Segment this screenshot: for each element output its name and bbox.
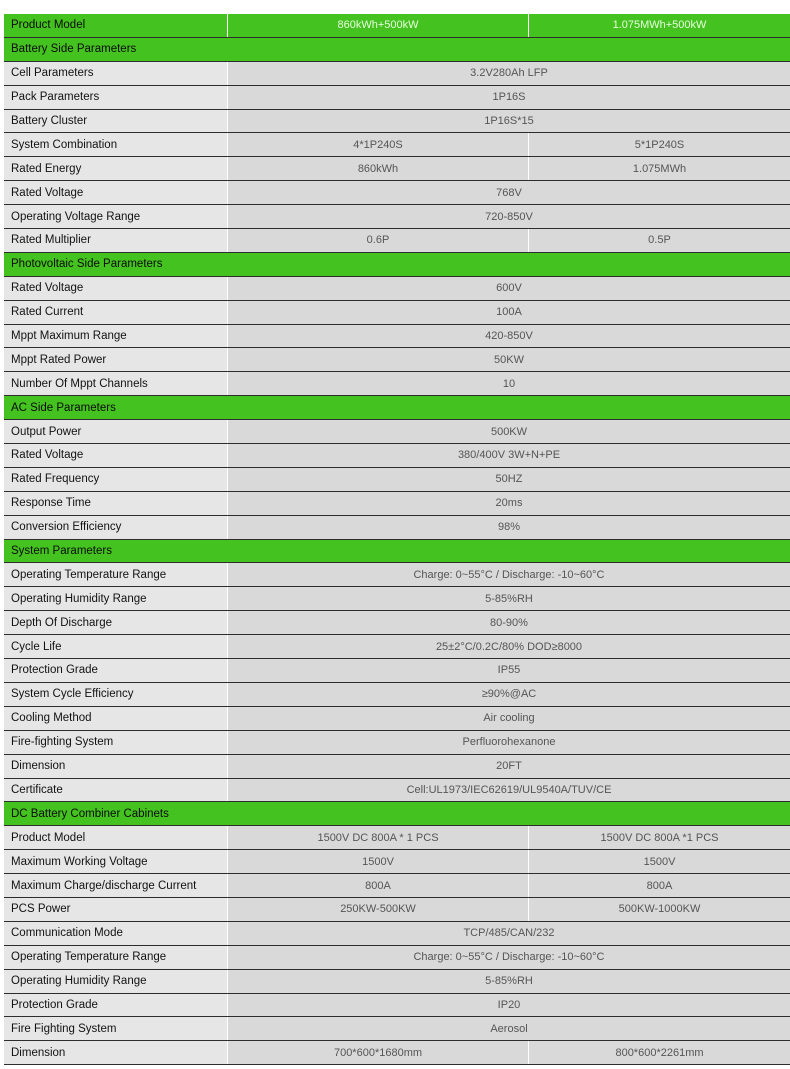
- table-row: [4, 277, 790, 301]
- parameter-values: [227, 659, 790, 682]
- parameter-values: [227, 994, 790, 1017]
- section-title: DC Battery Combiner Cabinets: [11, 807, 169, 820]
- parameter-values: [227, 611, 790, 634]
- parameter-values: [227, 1017, 790, 1040]
- parameter-value: Charge: 0~55°C / Discharge: -10~60°C: [227, 563, 790, 586]
- section-title: Battery Side Parameters: [11, 43, 137, 56]
- parameter-value: 10: [227, 372, 790, 395]
- table-row: [4, 683, 790, 707]
- parameter-label: Battery Cluster: [4, 110, 227, 133]
- table-row: [4, 133, 790, 157]
- parameter-value-model-b: 1.075MWh: [528, 157, 790, 180]
- parameter-values: [227, 181, 790, 204]
- parameter-value-model-b: 800*600*2261mm: [528, 1041, 790, 1064]
- parameter-label: Cell Parameters: [4, 62, 227, 85]
- header-label: Product Model: [11, 19, 86, 32]
- parameter-values: [227, 563, 790, 586]
- parameter-values: [227, 157, 790, 180]
- parameter-value-model-b: 0.5P: [528, 229, 790, 252]
- parameter-value: Charge: 0~55°C / Discharge: -10~60°C: [227, 946, 790, 969]
- parameter-label: Maximum Working Voltage: [4, 850, 227, 873]
- header-model-b: 1.075MWh+500kW: [528, 14, 790, 37]
- parameter-label: Certificate: [4, 779, 227, 802]
- parameter-values: [227, 516, 790, 539]
- parameter-label: Rated Voltage: [4, 444, 227, 467]
- parameter-values: [227, 779, 790, 802]
- parameter-values: [227, 301, 790, 324]
- table-row: [4, 157, 790, 181]
- parameter-label: Mppt Rated Power: [4, 348, 227, 371]
- parameter-label: System Combination: [4, 133, 227, 156]
- parameter-value-model-a: 860kWh: [227, 157, 528, 180]
- table-row: [4, 372, 790, 396]
- parameter-value-model-b: 1500V: [528, 850, 790, 873]
- parameter-values: [227, 492, 790, 515]
- parameter-label: Operating Voltage Range: [4, 205, 227, 228]
- parameter-value-model-b: 800A: [528, 874, 790, 897]
- table-row: [4, 110, 790, 134]
- parameter-values: [227, 62, 790, 85]
- table-row: [4, 301, 790, 325]
- parameter-label: Dimension: [4, 1041, 227, 1064]
- header-values: [227, 14, 790, 37]
- parameter-values: [227, 420, 790, 443]
- parameter-value: IP20: [227, 994, 790, 1017]
- parameter-label: Rated Frequency: [4, 468, 227, 491]
- parameter-values: [227, 86, 790, 109]
- parameter-value-model-a: 0.6P: [227, 229, 528, 252]
- section-title: AC Side Parameters: [11, 401, 116, 414]
- table-row: [4, 229, 790, 253]
- parameter-values: [227, 802, 790, 825]
- parameter-label: Cooling Method: [4, 707, 227, 730]
- parameter-value-model-a: 250KW-500KW: [227, 898, 528, 921]
- parameter-values: [227, 850, 790, 873]
- table-row: [4, 181, 790, 205]
- parameter-label: Response Time: [4, 492, 227, 515]
- parameter-label: Cycle Life: [4, 635, 227, 658]
- table-row: [4, 970, 790, 994]
- parameter-value: 5-85%RH: [227, 587, 790, 610]
- parameter-label: Rated Energy: [4, 157, 227, 180]
- parameter-value: 25±2°C/0.2C/80% DOD≥8000: [227, 635, 790, 658]
- section-title: Photovoltaic Side Parameters: [11, 258, 163, 271]
- table-row: [4, 707, 790, 731]
- table-row: [4, 826, 790, 850]
- parameter-value-model-a: 800A: [227, 874, 528, 897]
- parameter-value: Air cooling: [227, 707, 790, 730]
- parameter-values: [227, 635, 790, 658]
- table-row: [4, 492, 790, 516]
- parameter-label: Fire Fighting System: [4, 1017, 227, 1040]
- parameter-label: Operating Temperature Range: [4, 946, 227, 969]
- parameter-label: Dimension: [4, 755, 227, 778]
- parameter-label: Depth Of Discharge: [4, 611, 227, 634]
- parameter-values: [227, 372, 790, 395]
- parameter-values: [227, 468, 790, 491]
- parameter-value: 98%: [227, 516, 790, 539]
- parameter-label: Maximum Charge/discharge Current: [4, 874, 227, 897]
- parameter-value: 720-850V: [227, 205, 790, 228]
- table-row: [4, 755, 790, 779]
- table-row: [4, 850, 790, 874]
- parameter-value: 3.2V280Ah LFP: [227, 62, 790, 85]
- parameter-label: Protection Grade: [4, 994, 227, 1017]
- parameter-value: Aerosol: [227, 1017, 790, 1040]
- parameter-value: 380/400V 3W+N+PE: [227, 444, 790, 467]
- table-row: [4, 635, 790, 659]
- parameter-values: [227, 707, 790, 730]
- parameter-label: Rated Multiplier: [4, 229, 227, 252]
- parameter-values: [227, 110, 790, 133]
- table-row: [4, 420, 790, 444]
- parameter-value-model-a: 1500V: [227, 850, 528, 873]
- parameter-values: [227, 683, 790, 706]
- parameter-values: [227, 540, 790, 563]
- table-row: [4, 468, 790, 492]
- parameter-value: 50KW: [227, 348, 790, 371]
- section-title: System Parameters: [11, 545, 112, 558]
- parameter-value: 20ms: [227, 492, 790, 515]
- parameter-value: 80-90%: [227, 611, 790, 634]
- parameter-values: [227, 898, 790, 921]
- table-header-row: [4, 14, 790, 38]
- table-row: [4, 205, 790, 229]
- parameter-values: [227, 444, 790, 467]
- parameter-value: Perfluorohexanone: [227, 731, 790, 754]
- parameter-values: [227, 922, 790, 945]
- parameter-values: [227, 277, 790, 300]
- section-header-row: [4, 396, 790, 420]
- parameter-values: [227, 731, 790, 754]
- parameter-label: Mppt Maximum Range: [4, 325, 227, 348]
- parameter-values: [227, 946, 790, 969]
- section-header-row: [4, 802, 790, 826]
- parameter-label: Operating Humidity Range: [4, 970, 227, 993]
- parameter-value: ≥90%@AC: [227, 683, 790, 706]
- table-row: [4, 86, 790, 110]
- parameter-value: 5-85%RH: [227, 970, 790, 993]
- parameter-value: 1P16S: [227, 86, 790, 109]
- parameter-label: Operating Temperature Range: [4, 563, 227, 586]
- parameter-label: Output Power: [4, 420, 227, 443]
- table-row: [4, 779, 790, 803]
- parameter-value-model-a: 700*600*1680mm: [227, 1041, 528, 1064]
- parameter-value: 100A: [227, 301, 790, 324]
- parameter-values: [227, 587, 790, 610]
- table-row: [4, 611, 790, 635]
- parameter-label: Operating Humidity Range: [4, 587, 227, 610]
- table-row: [4, 348, 790, 372]
- parameter-value: 500KW: [227, 420, 790, 443]
- parameter-label: Rated Current: [4, 301, 227, 324]
- parameter-values: [227, 826, 790, 849]
- table-row: [4, 874, 790, 898]
- parameter-values: [227, 1041, 790, 1064]
- parameter-label: Protection Grade: [4, 659, 227, 682]
- table-row: [4, 994, 790, 1018]
- parameter-label: Rated Voltage: [4, 277, 227, 300]
- parameter-value: 20FT: [227, 755, 790, 778]
- parameter-value: 50HZ: [227, 468, 790, 491]
- parameter-value-model-b: 500KW-1000KW: [528, 898, 790, 921]
- parameter-label: Pack Parameters: [4, 86, 227, 109]
- parameter-value-model-b: 1500V DC 800A *1 PCS: [528, 826, 790, 849]
- parameter-values: [227, 253, 790, 276]
- parameter-values: [227, 205, 790, 228]
- parameter-label: Communication Mode: [4, 922, 227, 945]
- parameter-values: [227, 396, 790, 419]
- parameter-label: Rated Voltage: [4, 181, 227, 204]
- parameter-values: [227, 348, 790, 371]
- parameter-value: 600V: [227, 277, 790, 300]
- table-row: [4, 659, 790, 683]
- parameter-values: [227, 229, 790, 252]
- header-model-a: 860kWh+500kW: [227, 14, 528, 37]
- specification-table: [4, 14, 790, 1065]
- parameter-values: [227, 874, 790, 897]
- parameter-label: Number Of Mppt Channels: [4, 372, 227, 395]
- parameter-values: [227, 325, 790, 348]
- parameter-label: System Cycle Efficiency: [4, 683, 227, 706]
- section-header-row: [4, 38, 790, 62]
- table-row: [4, 62, 790, 86]
- table-row: [4, 516, 790, 540]
- parameter-value-model-b: 5*1P240S: [528, 133, 790, 156]
- parameter-label: PCS Power: [4, 898, 227, 921]
- table-row: [4, 444, 790, 468]
- parameter-value: Cell:UL1973/IEC62619/UL9540A/TUV/CE: [227, 779, 790, 802]
- table-row: [4, 946, 790, 970]
- table-row: [4, 731, 790, 755]
- section-header-row: [4, 540, 790, 564]
- table-row: [4, 1041, 790, 1065]
- parameter-label: Fire-fighting System: [4, 731, 227, 754]
- parameter-value-model-a: 4*1P240S: [227, 133, 528, 156]
- parameter-value: IP55: [227, 659, 790, 682]
- parameter-value: 1P16S*15: [227, 110, 790, 133]
- parameter-values: [227, 755, 790, 778]
- table-row: [4, 587, 790, 611]
- table-row: [4, 922, 790, 946]
- table-row: [4, 1017, 790, 1041]
- parameter-value: 768V: [227, 181, 790, 204]
- parameter-value-model-a: 1500V DC 800A * 1 PCS: [227, 826, 528, 849]
- table-row: [4, 563, 790, 587]
- parameter-values: [227, 970, 790, 993]
- table-row: [4, 898, 790, 922]
- parameter-values: [227, 38, 790, 61]
- parameter-label: Product Model: [4, 826, 227, 849]
- parameter-values: [227, 133, 790, 156]
- section-header-row: [4, 253, 790, 277]
- table-row: [4, 325, 790, 349]
- parameter-value: TCP/485/CAN/232: [227, 922, 790, 945]
- parameter-value: 420-850V: [227, 325, 790, 348]
- parameter-label: Conversion Efficiency: [4, 516, 227, 539]
